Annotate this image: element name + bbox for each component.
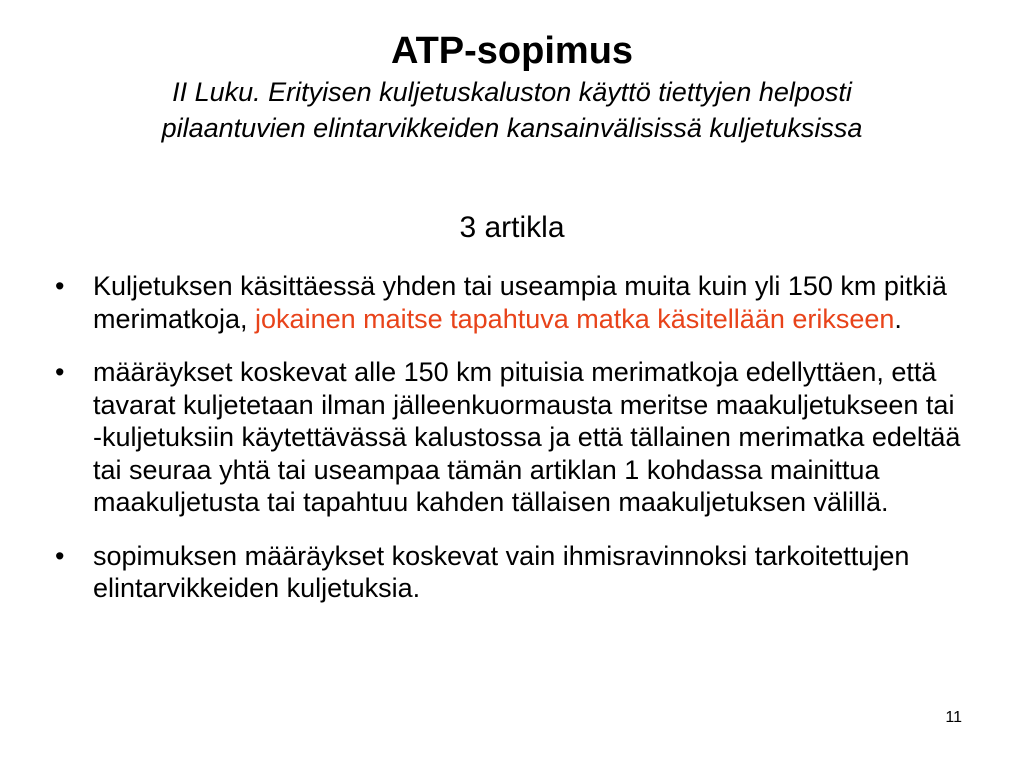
bullet-text-end: . [894, 303, 902, 334]
article-heading: 3 artikla [459, 211, 565, 244]
bullet-text: sopimuksen määräykset koskevat vain ihmisravinnoksi tarkoitettujen elintarvikkeiden kuljetuksia. [93, 540, 910, 603]
bullet-icon: • [55, 540, 65, 571]
list-item [55, 270, 969, 335]
highlighted-text: jokainen maitse tapahtuva matka käsitellään erikseen [255, 303, 895, 334]
title-block [40, 28, 984, 146]
slide-title: ATP-sopimus [390, 30, 634, 72]
bullet-list [55, 270, 969, 626]
bullet-text: Kuljetuksen käsittäessä yhden tai useampia muita kuin yli 150 km pitkiä merimatkoja, [93, 271, 947, 334]
slide-subtitle [40, 74, 984, 146]
subtitle-line-1: II Luku. Erityisen kuljetuskaluston käyttö tiettyjen helposti [172, 77, 852, 107]
bullet-text: määräykset koskevat alle 150 km pituisia merimatkoja edellyttäen, että tavarat kuljetetaan ilman jälleenkuormausta meritse maakuljetukseen tai -kuljetuksiin käytettävässä kalustossa ja että tällainen merimatka edeltää tai seuraa yhtä tai useampaa tämän artiklan 1 kohdassa mainittua maakuljetusta tai tapahtuu kahden tällaisen maakuljetuksen välillä. [93, 357, 961, 517]
bullet-icon: • [55, 357, 65, 387]
list-item [55, 540, 969, 605]
page-number: 11 [945, 709, 962, 726]
bullet-icon: • [55, 271, 65, 301]
list-item [55, 356, 969, 519]
subtitle-line-2: pilaantuvien elintarvikkeiden kansainvälisissä kuljetuksissa [161, 113, 863, 143]
